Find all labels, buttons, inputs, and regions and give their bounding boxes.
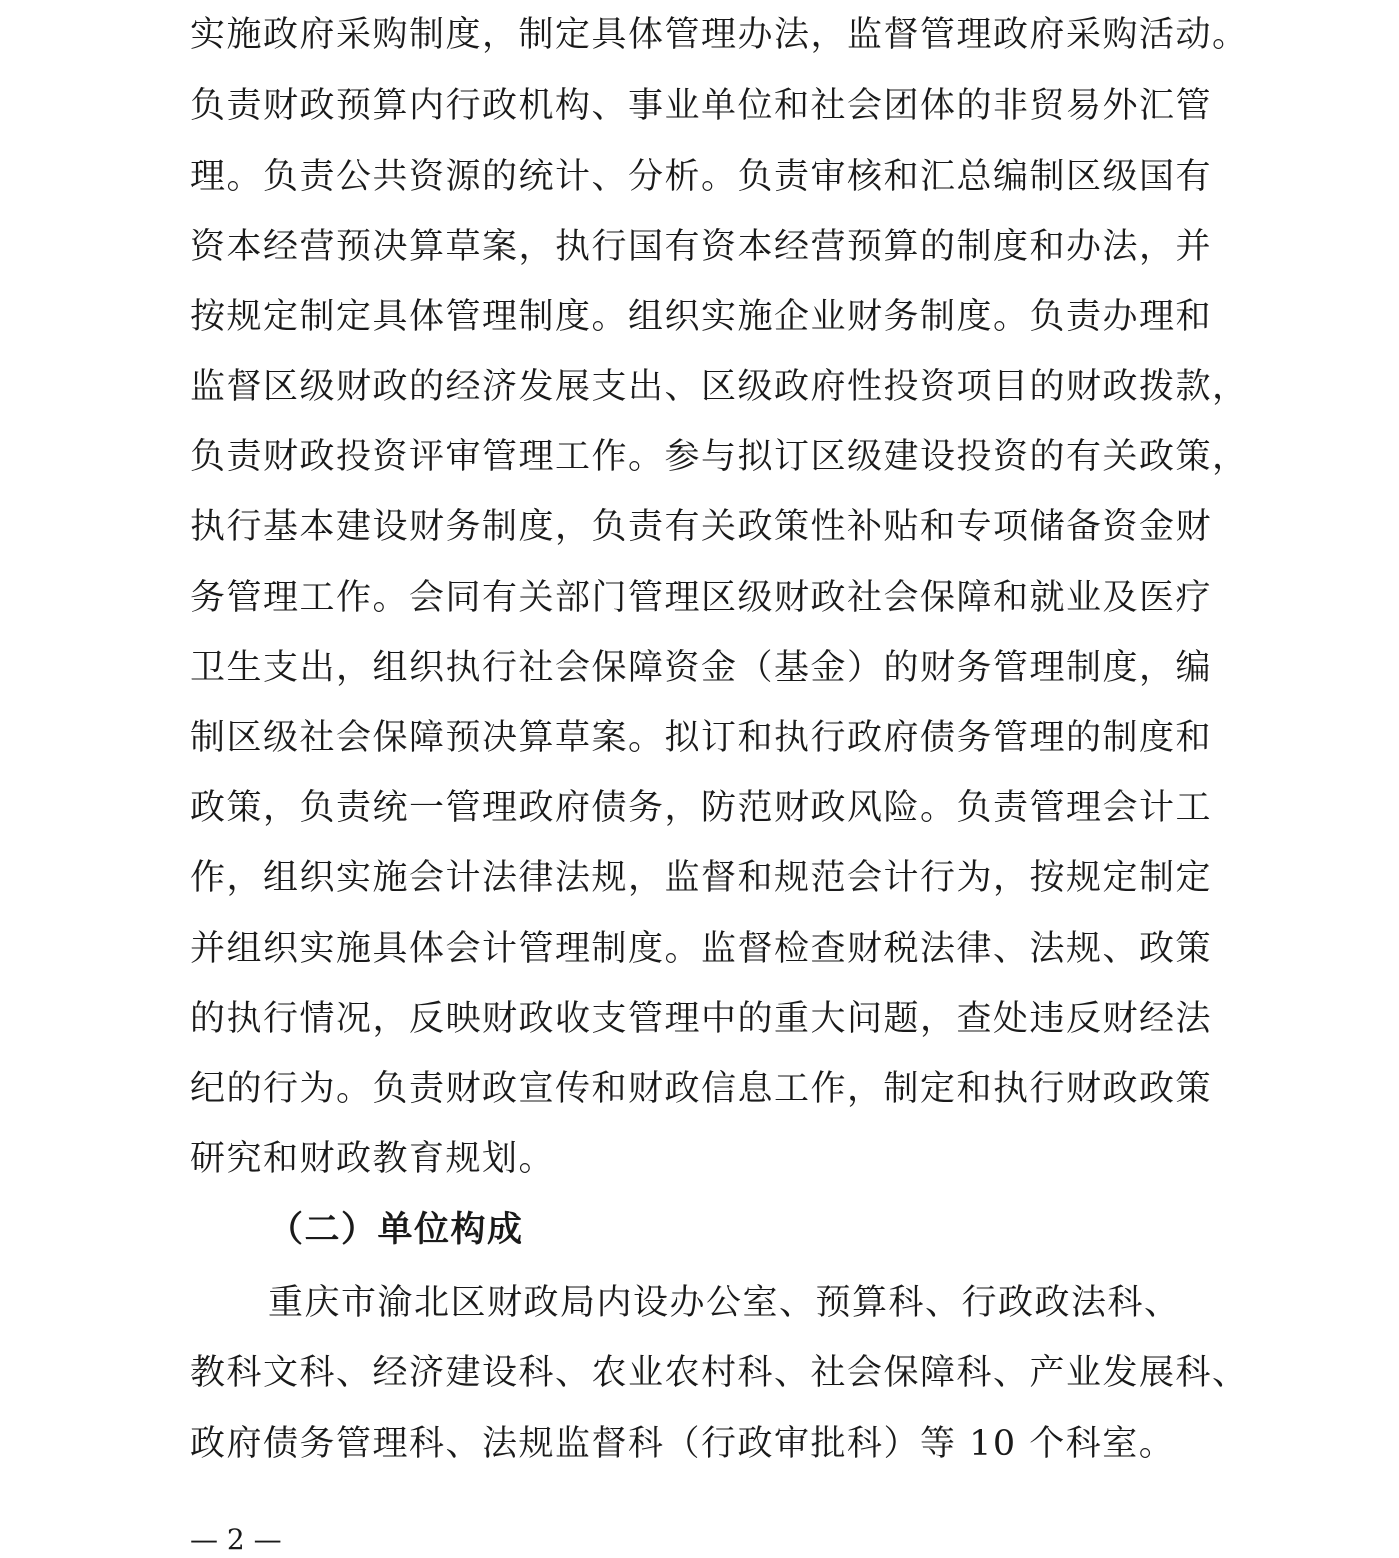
paragraph-line: 监督区级财政的经济发展支出、区级政府性投资项目的财政拨款， bbox=[190, 367, 1249, 407]
page-number: — 2 — bbox=[190, 1523, 282, 1556]
paragraph-line: 政府债务管理科、法规监督科（行政审批科）等 10 个科室。 bbox=[190, 1424, 1176, 1464]
paragraph-line: 负责财政投资评审管理工作。参与拟订区级建设投资的有关政策， bbox=[190, 437, 1249, 477]
section-heading: （二）单位构成 bbox=[268, 1209, 524, 1250]
paragraph-line: 务管理工作。会同有关部门管理区级财政社会保障和就业及医疗 bbox=[190, 578, 1213, 618]
paragraph-line: 教科文科、经济建设科、农业农村科、社会保障科、产业发展科、 bbox=[190, 1353, 1249, 1393]
paragraph-line: 制区级社会保障预决算草案。拟订和执行政府债务管理的制度和 bbox=[190, 718, 1213, 758]
paragraph-line: 执行基本建设财务制度，负责有关政策性补贴和专项储备资金财 bbox=[190, 507, 1213, 547]
paragraph-line: 纪的行为。负责财政宣传和财政信息工作，制定和执行财政政策 bbox=[190, 1069, 1213, 1109]
paragraph-line: 按规定制定具体管理制度。组织实施企业财务制度。负责办理和 bbox=[190, 297, 1213, 337]
paragraph-line: 实施政府采购制度，制定具体管理办法，监督管理政府采购活动。 bbox=[190, 15, 1249, 55]
paragraph-line: 研究和财政教育规划。 bbox=[190, 1139, 556, 1179]
paragraph-line: 负责财政预算内行政机构、事业单位和社会团体的非贸易外汇管 bbox=[190, 86, 1213, 126]
paragraph-line: 并组织实施具体会计管理制度。监督检查财税法律、法规、政策 bbox=[190, 929, 1213, 969]
paragraph-line: 资本经营预决算草案，执行国有资本经营预算的制度和办法，并 bbox=[190, 227, 1213, 267]
paragraph-line: 政策，负责统一管理政府债务，防范财政风险。负责管理会计工 bbox=[190, 788, 1213, 828]
paragraph-line: 的执行情况，反映财政收支管理中的重大问题，查处违反财经法 bbox=[190, 999, 1213, 1039]
paragraph-line: 重庆市渝北区财政局内设办公室、预算科、行政政法科、 bbox=[268, 1283, 1181, 1323]
paragraph-line: 作，组织实施会计法律法规，监督和规范会计行为，按规定制定 bbox=[190, 858, 1213, 898]
paragraph-line: 理。负责公共资源的统计、分析。负责审核和汇总编制区级国有 bbox=[190, 157, 1213, 197]
paragraph-line: 卫生支出，组织执行社会保障资金（基金）的财务管理制度，编 bbox=[190, 648, 1213, 688]
